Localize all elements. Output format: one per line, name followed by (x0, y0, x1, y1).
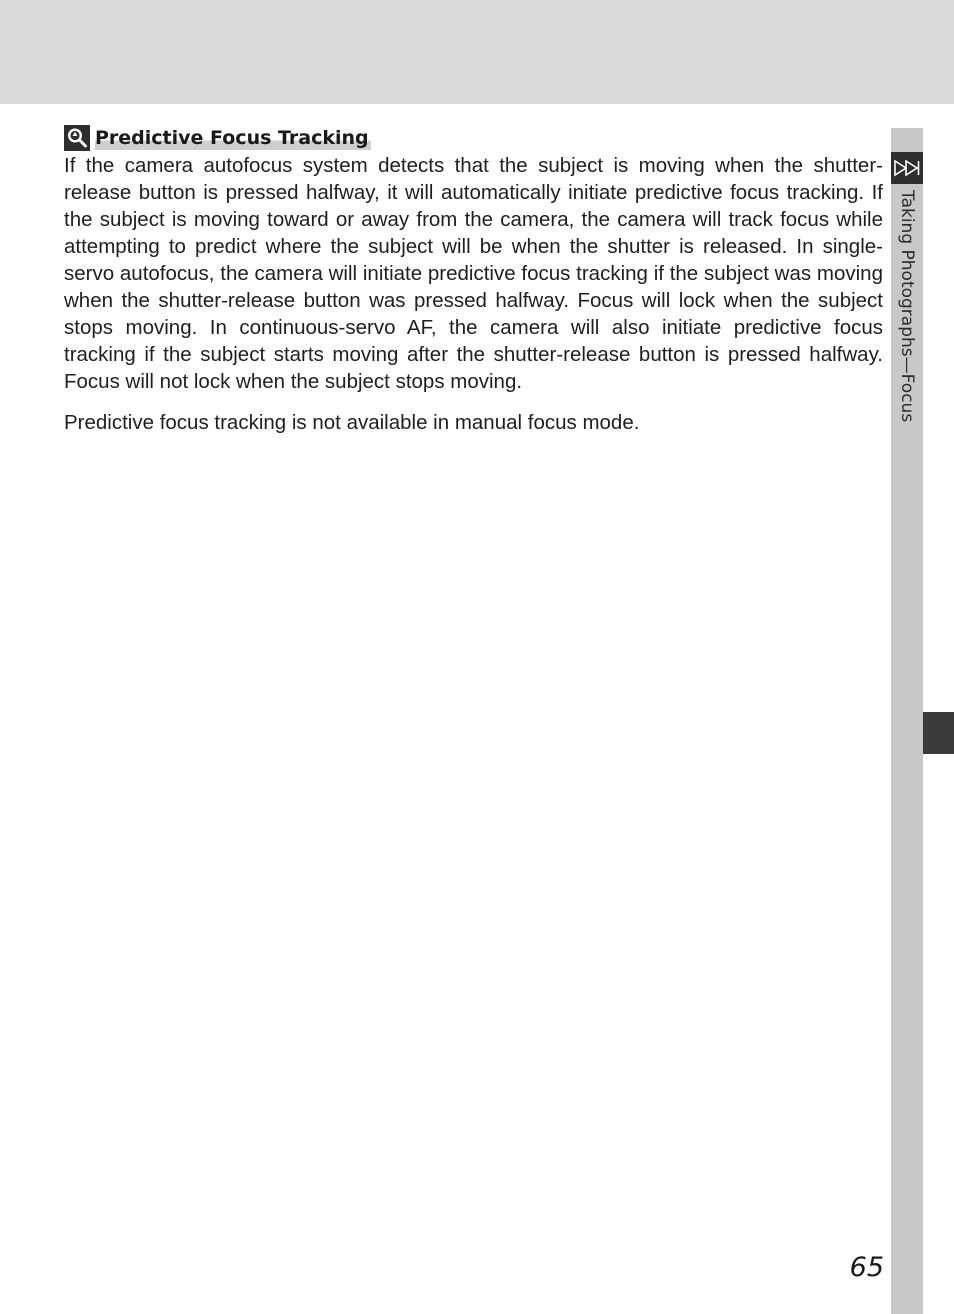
section-heading-text: Predictive Focus Tracking (95, 127, 369, 149)
section-content (64, 124, 883, 436)
section-heading (64, 124, 883, 152)
top-band (0, 0, 954, 104)
magnifier-tip-icon (64, 125, 90, 151)
body-paragraph-1: If the camera autofocus system detects that the subject is moving when the shutter-release button is pressed halfway, it will automatically initiate predictive focus tracking. If the subject is moving toward or away from the camera, the camera will track focus while attempting to predict where the subject will be when the shutter is released. In single-servo autofocus, the camera will initiate predictive focus tracking if the subject was moving when the shutter-release button was pressed halfway. Focus will lock when the subject stops moving. In continuous-servo AF, the camera will also initiate predictive focus tracking if the subject starts moving after the shutter-release button is pressed halfway. Focus will not lock when the subject stops moving. (64, 154, 883, 393)
body-paragraph-2: Predictive focus tracking is not available in manual focus mode. (64, 411, 640, 434)
chapter-tab-marker (923, 712, 954, 754)
play-forward-icon (891, 152, 923, 184)
chapter-title: Taking Photographs—Focus (897, 190, 917, 423)
page-number: 65 (849, 1252, 884, 1283)
